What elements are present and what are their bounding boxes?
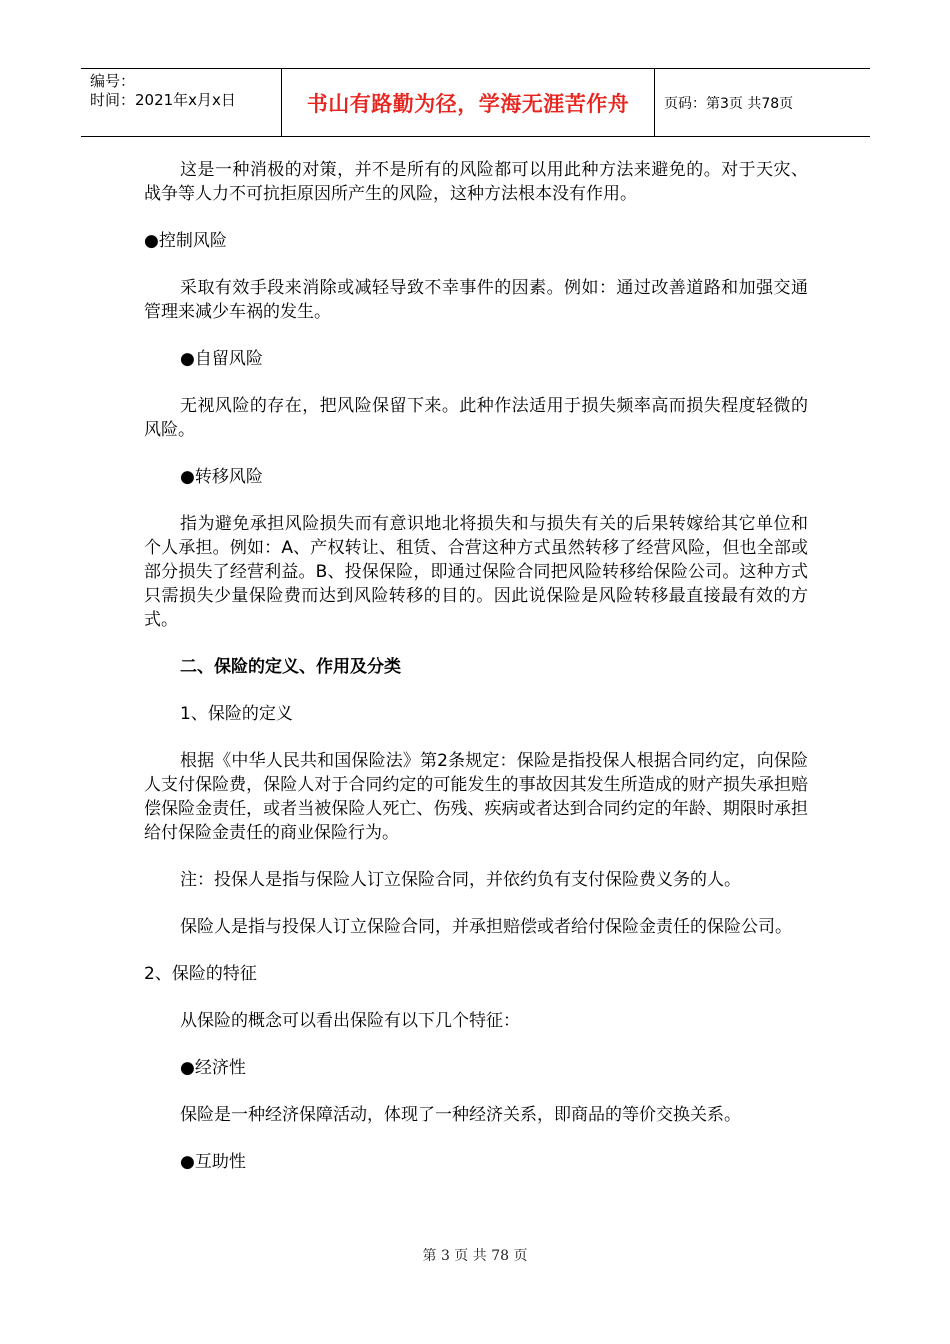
footer-page-number: 第 3 页 共 78 页 [422, 1248, 528, 1264]
subsection-heading: 2、保险的特征 [144, 964, 257, 984]
header-page-info [655, 69, 870, 136]
paragraph: 采取有效手段来消除或减轻导致不幸事件的因素。例如：通过改善道路和加强交通管理来减少车祸的发生。 [144, 278, 808, 322]
subsection-heading: 1、保险的定义 [180, 704, 293, 724]
serial-label: 编号： [90, 72, 136, 90]
header-motto-cell [282, 69, 655, 136]
paragraph: 从保险的概念可以看出保险有以下几个特征： [180, 1011, 520, 1031]
paragraph: 注：投保人是指与保险人订立保险合同，并依约负有支付保险费义务的人。 [180, 870, 741, 890]
bullet-heading: ●自留风险 [180, 349, 263, 369]
paragraph: 指为避免承担风险损失而有意识地北将损失和与损失有关的后果转嫁给其它单位和个人承担。例如：A、产权转让、租赁、合营这种方式虽然转移了经营风险，但也全部或部分损失了经营利益。B、投保保险，即通过保险合同把风险转移给保险公司。这种方式只需损失少量保险费而达到风险转移的目的。因此说保险是风险转移最直接最有效的方式。 [144, 514, 808, 630]
page-header [81, 68, 870, 137]
bullet-heading: ●转移风险 [180, 467, 263, 487]
bullet-heading: ●互助性 [180, 1152, 246, 1172]
bullet-heading: ●控制风险 [144, 231, 227, 251]
header-meta [81, 69, 282, 136]
date-label: 时间：2021年x月x日 [90, 91, 236, 109]
paragraph: 保险人是指与投保人订立保险合同，并承担赔偿或者给付保险金责任的保险公司。 [180, 917, 792, 937]
bullet-heading: ●经济性 [180, 1058, 246, 1078]
paragraph: 这是一种消极的对策，并不是所有的风险都可以用此种方法来避免的。对于天灾、战争等人力不可抗拒原因所产生的风险，这种方法根本没有作用。 [144, 160, 808, 204]
motto-text: 书山有路勤为径，学海无涯苦作舟 [306, 90, 630, 116]
document-body [144, 158, 808, 1197]
paragraph: 根据《中华人民共和国保险法》第2条规定：保险是指投保人根据合同约定，向保险人支付保险费，保险人对于合同约定的可能发生的事故因其发生所造成的财产损失承担赔偿保险金责任，或者当被保险人死亡、伤残、疾病或者达到合同约定的年龄、期限时承担给付保险金责任的商业保险行为。 [144, 751, 808, 843]
paragraph: 无视风险的存在，把风险保留下来。此种作法适用于损失频率高而损失程度轻微的风险。 [144, 396, 808, 440]
page-info-text: 页码：第3页 共78页 [664, 95, 794, 112]
section-heading: 二、保险的定义、作用及分类 [180, 657, 401, 677]
paragraph: 保险是一种经济保障活动，体现了一种经济关系，即商品的等价交换关系。 [180, 1105, 741, 1125]
page-footer [0, 1245, 950, 1265]
